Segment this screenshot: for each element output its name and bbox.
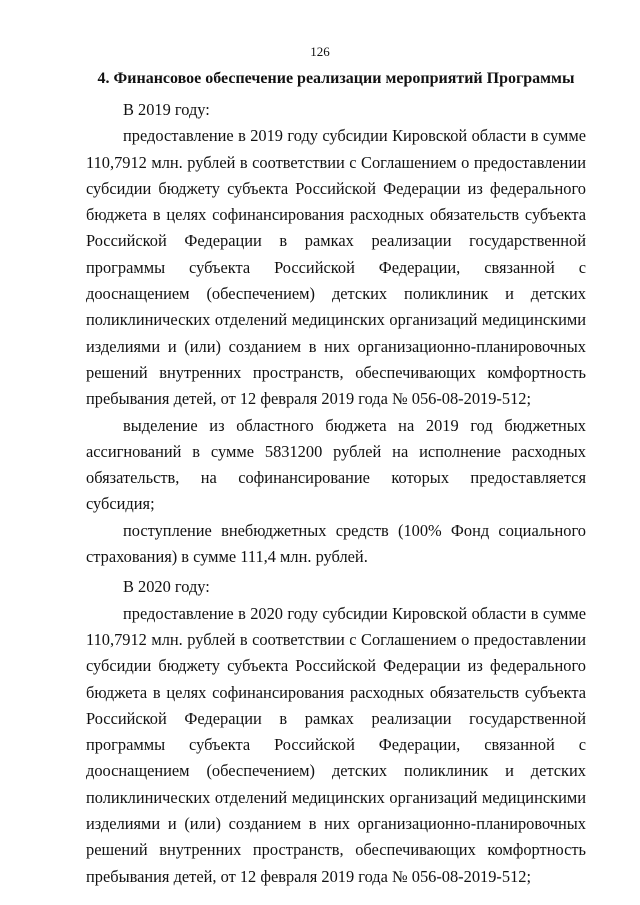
paragraph-2019-regional-budget: выделение из областного бюджета на 2019 год бюджетных ассигнований в сумме 5831200 рублей на исполнение расходных обязательств, на софинансирование которых предоставляется субсидия; [86,415,586,514]
page-number: 126 [310,44,330,59]
paragraph-2020-subsidy: предоставление в 2020 году субсидии Кировской области в сумме 110,7912 млн. рублей в соответствии с Соглашением о предоставлении субсидии бюджету субъекта Российской Федерации из федерального бюджета в целях софинансирования расходных обязательств субъекта Российской Федерации в рамках реализации государственной программы субъекта Российской Федерации, связанной с дооснащением (обеспечением) детских поликлиник и детских поликлинических отделений медицинских организаций медицинскими изделиями и (или) созданием в них организационно-планировочных решений внутренних пространств, обеспечивающих комфортность пребывания детей, от 12 февраля 2019 года № 056-08-2019-512; [86,603,586,886]
paragraph-2019-subsidy: предоставление в 2019 году субсидии Кировской области в сумме 110,7912 млн. рублей в соответствии с Соглашением о предоставлении субсидии бюджету субъекта Российской Федерации из федерального бюджета в целях софинансирования расходных обязательств субъекта Российской Федерации в рамках реализации государственной программы субъекта Российской Федерации, связанной с дооснащением (обеспечением) детских поликлиник и детских поликлинических отделений медицинских организаций медицинскими изделиями и (или) созданием в них организационно-планировочных решений внутренних пространств, обеспечивающих комфортность пребывания детей, от 12 февраля 2019 года № 056-08-2019-512; [86,126,586,409]
paragraph-2019-extrabudgetary: поступление внебюджетных средств (100% Фонд социального страхования) в сумме 111,4 млн. рублей. [86,520,586,567]
body-text [86,97,586,890]
section-heading: 4. Финансовое обеспечение реализации мероприятий Программы [97,70,575,87]
year-label-2019: В 2019 году: [123,100,210,119]
year-label-2020: В 2020 году: [123,577,210,597]
